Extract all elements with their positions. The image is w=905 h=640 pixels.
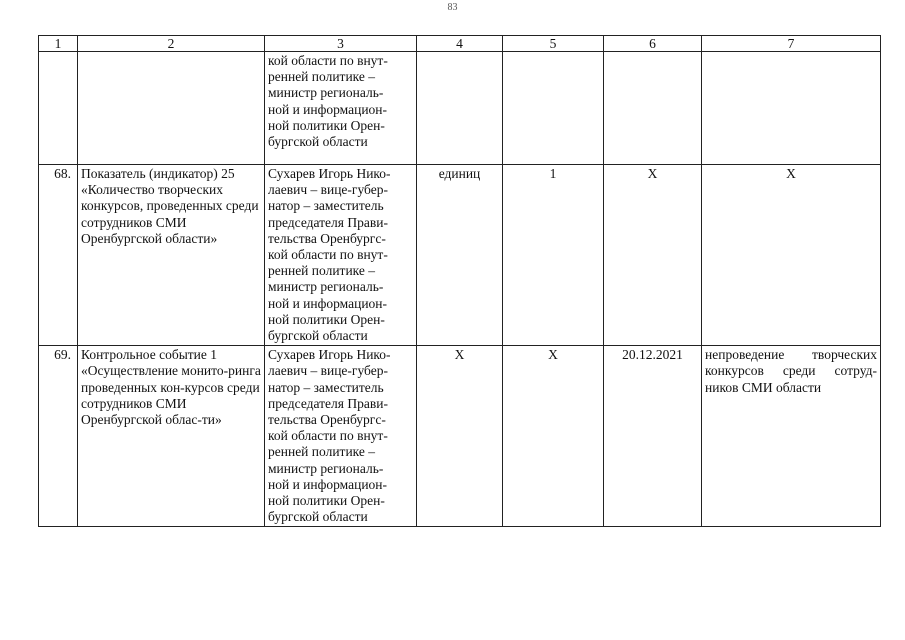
executor-line: председателя Прави- [268, 214, 388, 230]
date-cell [604, 52, 702, 165]
num-cell [39, 52, 78, 165]
executor-line: ренней политике – [268, 69, 376, 85]
executor-line: Сухарев Игорь Нико- [268, 166, 391, 181]
header-cell: 4 [417, 36, 503, 52]
page-number: 83 [447, 2, 458, 13]
header-cell: 7 [702, 36, 881, 52]
executor-line: бургской области [268, 328, 368, 344]
row-number: 69. [39, 346, 78, 527]
name-cell [78, 52, 265, 165]
consequence-cell: непроведение творческих конкурсов среди сотруд-ников СМИ области [702, 346, 881, 527]
unit-cell [417, 52, 503, 165]
date-cell: Х [604, 165, 702, 346]
executor-line: председателя Прави- [268, 395, 388, 411]
header-cell: 5 [503, 36, 604, 52]
executor-line: кой области по внут- [268, 428, 388, 444]
executor-line: кой области по внут- [268, 247, 388, 263]
consequence-cell: Х [702, 165, 881, 346]
executor-line: кой области по внут- [268, 53, 388, 68]
executor-line: натор – заместитель [268, 198, 384, 214]
executor-line: тельства Оренбургс- [268, 230, 386, 246]
header-cell: 6 [604, 36, 702, 52]
table-row [39, 165, 881, 346]
executor-line: ной и информацион- [268, 101, 388, 117]
executor-line: министр региональ- [268, 85, 384, 101]
date-cell: 20.12.2021 [604, 346, 702, 527]
executor-cell [265, 52, 417, 165]
executor-line: лаевич – вице-губер- [268, 182, 388, 198]
executor-line: ной и информацион- [268, 295, 388, 311]
executor-line: ренней политике – [268, 263, 376, 279]
executor-line: Сухарев Игорь Нико- [268, 347, 391, 363]
unit-cell: единиц [417, 165, 503, 346]
data-table [38, 35, 881, 527]
executor-line: натор – заместитель [268, 379, 384, 395]
executor-line: тельства Оренбургс- [268, 412, 386, 428]
executor-line: бургской области [268, 509, 368, 525]
consequence-cell [702, 52, 881, 165]
executor-cell [265, 346, 417, 527]
header-row [39, 36, 881, 52]
name-cell: Контрольное событие 1 «Осуществление монито-ринга проведенных кон-курсов среди сотрудников СМИ Оренбургской облас-ти» [78, 346, 265, 527]
header-cell: 3 [265, 36, 417, 52]
header-cell: 1 [39, 36, 78, 52]
value-cell: Х [503, 346, 604, 527]
executor-line: бургской области [268, 134, 368, 150]
table-row [39, 346, 881, 527]
executor-line: ной политики Орен- [268, 311, 385, 327]
executor-line: ной политики Орен- [268, 493, 385, 509]
executor-line: ной политики Орен- [268, 117, 385, 133]
unit-cell: Х [417, 346, 503, 527]
executor-line: ренней политике – [268, 444, 376, 460]
executor-line: министр региональ- [268, 279, 384, 295]
continuation-row [39, 52, 881, 165]
executor-line: министр региональ- [268, 460, 384, 476]
row-number: 68. [39, 165, 78, 346]
executor-line: лаевич – вице-губер- [268, 363, 388, 379]
header-cell: 2 [78, 36, 265, 52]
name-cell: Показатель (индикатор) 25 «Количество творческих конкурсов, проведенных среди сотрудников СМИ Оренбургской области» [78, 165, 265, 346]
value-cell: 1 [503, 165, 604, 346]
executor-line: ной и информацион- [268, 476, 388, 492]
value-cell [503, 52, 604, 165]
executor-cell [265, 165, 417, 346]
